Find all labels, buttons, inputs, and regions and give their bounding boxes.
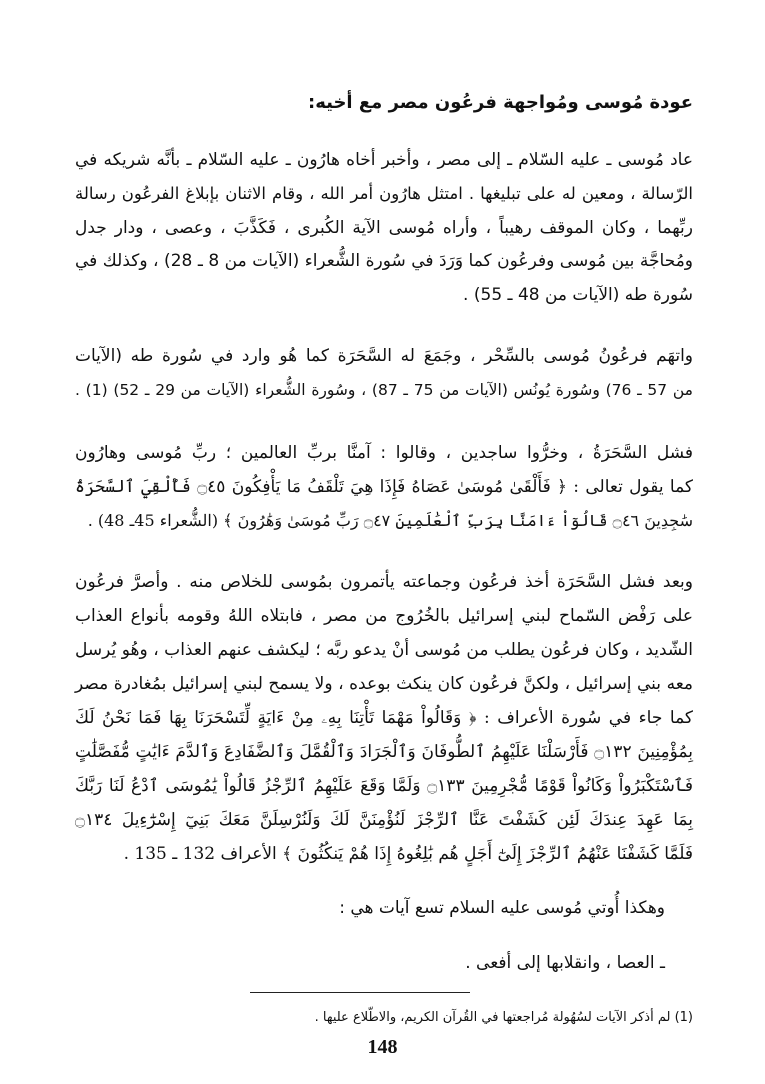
text-line: معه بني إسرائيل ، ولكنَّ فرعُون كان ينكث بوعده ، ولا يسمح لبني إسرائيل بمُغادرة مصر: [75, 674, 693, 694]
text-line: الرّسالة ، ومعين له على تبليغها . امتثل هارُون أمر الله ، وقام الاثنان بإبلاغ الفرعُون رسالة: [75, 184, 693, 203]
text-line: عاد مُوسى ـ عليه السّلام ـ إلى مصر ، وأخبر أخاه هارُون ـ عليه السّلام ـ بأنَّه شريكه في: [75, 150, 693, 170]
page-number: 148: [367, 1036, 398, 1058]
text-line: واتهَم فرعُونُ مُوسى بالسِّحْر ، وجَمَعَ له السَّحَرَة كما هُو وارد في سُورة طه (الآيات: [75, 346, 693, 366]
text-line: سُورة طه (الآيات من 48 ـ 55) .: [463, 285, 693, 305]
footnote: (1) لم أذكر الآيات لسُهُولة مُراجعتها في القُرآن الكريم، والاطّلاع عليها .: [314, 1010, 693, 1025]
quran-line: كما يقول تعالى : ﴿ فَأَلْقَىٰ مُوسَىٰ عَصَاهُ فَإِذَا هِيَ تَلْقَفُ مَا يَأْفِكُونَ ۝٤٥ فَأُلْقِيَ ٱلسَّحَرَةُ: [75, 477, 693, 497]
text-line: من 57 ـ 76) وسُورة يُونُس (الآيات من 75 ـ 87) ، وسُورة الشُّعراء (الآيات من 29 ـ 52) (1) .: [75, 381, 693, 399]
text-line: على رَفْض السّماح لبني إسرائيل بالخُرُوج من مصر ، فابتلاه اللهُ وقومه بأنواع العذاب: [75, 606, 693, 626]
page-heading: عودة مُوسى ومُواجهة فرعُون مصر مع أخيه:: [308, 92, 693, 113]
text-line: وبعد فشل السَّحَرَة أخذ فرعُون وجماعته يأتمرون بمُوسى للخلاص منه . وأصرَّ فرعُون: [75, 572, 693, 592]
list-item: ـ العصا ، وانقلابها إلى أفعى .: [465, 953, 665, 973]
paragraph-5: وهكذا أُوتي مُوسى عليه السلام تسع آيات هي :: [339, 898, 665, 918]
quran-line: سَٰجِدِينَ ۝٤٦ قَالُوٓاْ ءَامَنَّا بِرَبِّ ٱلْعَٰلَمِينَ ۝٤٧ رَبِّ مُوسَىٰ وَهَٰرُونَ ﴾ (الشُّعراء 45ـ 48) .: [87, 511, 693, 530]
text-line: فشل السَّحَرَةُ ، وخرُّوا ساجدين ، وقالوا : آمنَّا بربِّ العالمين ؛ ربِّ مُوسى وهارُون: [75, 443, 693, 463]
quran-line: بِمَا عَهِدَ عِندَكَ لَئِن كَشَفْتَ عَنَّا ٱلرِّجْزَ لَنُؤْمِنَنَّ لَكَ وَلَنُرْسِلَنَّ مَعَكَ بَنِيٓ إِسْرَٰٓءِيلَ ۝١٣٤: [75, 810, 693, 830]
quran-line: فَٱسْتَكْبَرُواْ وَكَانُواْ قَوْمًا مُّجْرِمِينَ ۝١٣٣ وَلَمَّا وَقَعَ عَلَيْهِمُ ٱلرِّجْزُ قَالُواْ يَٰمُوسَى ٱدْعُ لَنَا رَبَّكَ: [75, 776, 693, 796]
text-line: الشّديد ، وكان فرعُون يطلب من مُوسى أنْ يدعو ربَّه ؛ ليكشف عنهم العذاب ، وهُو يُرسل: [75, 640, 693, 660]
text-line: ربِّهما ، وكان الموقف رهيباً ، وأراه مُوسى الآية الكُبرى ، فَكَذَّبَ ، وعصى ، ودار جدل: [75, 218, 693, 238]
footnote-divider: [250, 992, 470, 993]
text-line: ومُحاجَّة بين مُوسى وفرعُون كما وَرَدَ في سُورة الشُّعراء (الآيات من 8 ـ 28) ، وكذلك في: [75, 251, 694, 271]
quran-line: فَلَمَّا كَشَفْنَا عَنْهُمُ ٱلرِّجْزَ إِلَىٰٓ أَجَلٍ هُم بَٰلِغُوهُ إِذَا هُمْ يَنكُثُونَ ﴾ الأعراف 132 ـ 135 .: [123, 844, 693, 864]
quran-line: كما جاء في سُورة الأعراف : ﴿ وَقَالُواْ مَهْمَا تَأْتِنَا بِهِۦ مِنْ ءَايَةٍ لِّتَسْحَرَنَا بِهَا فَمَا نَحْنُ لَكَ: [75, 708, 693, 728]
quran-line: بِمُؤْمِنِينَ ۝١٣٢ فَأَرْسَلْنَا عَلَيْهِمُ ٱلطُّوفَانَ وَٱلْجَرَادَ وَٱلْقُمَّلَ وَٱلضَّفَادِعَ وَٱلدَّمَ ءَايَٰتٍ مُّفَصَّلَٰتٍ: [75, 742, 693, 762]
